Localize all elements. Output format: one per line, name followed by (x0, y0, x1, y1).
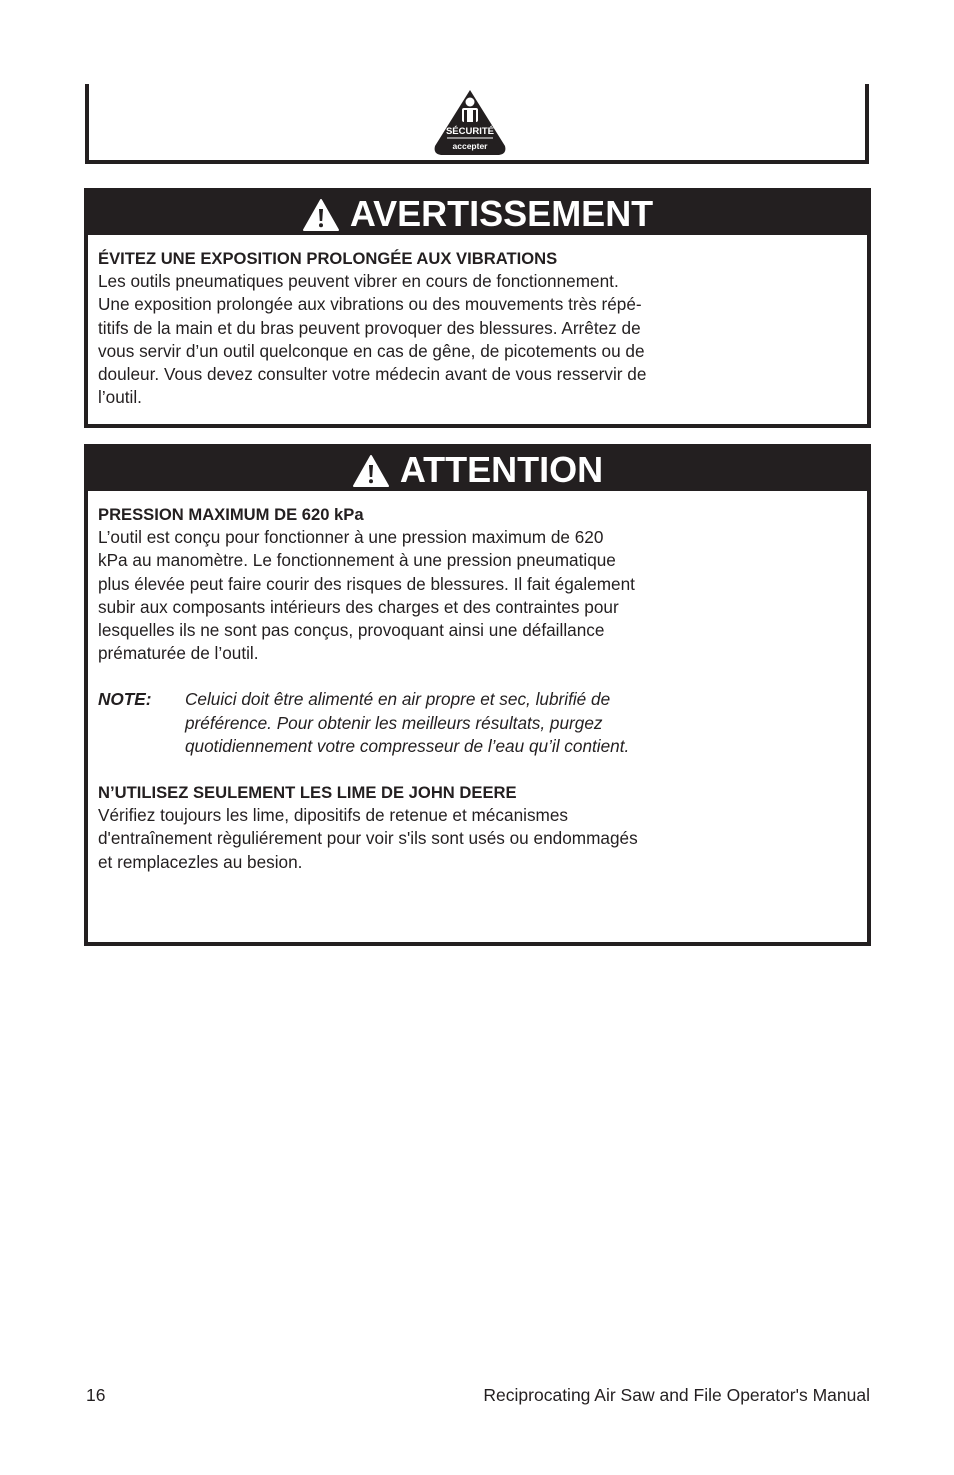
warning-triangle-icon (302, 198, 340, 232)
warning-title: AVERTISSEMENT (349, 192, 654, 234)
caution-header (88, 448, 867, 491)
warning-heading: ÉVITEZ UNE EXPOSITION PROLONGÉE AUX VIBRATIONS (98, 249, 558, 268)
manual-title: Reciprocating Air Saw and File Operator's Manual (483, 1385, 870, 1405)
warning-panel (84, 188, 871, 428)
caution-title: ATTENTION (399, 448, 604, 490)
warning-header (88, 192, 867, 235)
safety-logo-label: SÉCURITÉ (445, 126, 495, 137)
safety-logo-sub: accepter (452, 141, 488, 151)
files-heading: N’UTILISEZ SEULEMENT LES LIME DE JOHN DEERE (98, 783, 517, 803)
note-label: NOTE: (98, 689, 152, 710)
safety-accept-logo-icon (431, 88, 509, 158)
warning-text: Les outils pneumatiques peuvent vibrer en cours de fonctionnement. Une exposition prolongée aux vibrations ou des mouvements très répé- titifs de la main et du bras peuvent provoquer des blessures. Arrêtez de vous servir d’un outil quelconque en cas de gêne, de picotements ou de douleur. Vous devez consulter votre médecin avant de vous resservir de l’outil. (98, 271, 647, 408)
caution-body (88, 491, 867, 874)
caution-panel (84, 444, 871, 946)
files-text: Vérifiez toujours les lime, dipositifs de retenue et mécanismes d'entraînement règuliérement pour voir s'ils sont usés ou endommagés et remplacezles au besion. (98, 805, 638, 872)
warning-triangle-icon (352, 454, 390, 488)
pressure-text: L’outil est conçu pour fonctionner à une pression maximum de 620 kPa au manomètre. Le fonctionnement à une pression pneumatique plus élevée peut faire courir des risques de blessures. Il fait également subir aux composants intérieurs des charges et des contraintes pour lesquelles ils ne sont pas conçus, provoquant ainsi une défaillance prématurée de l’outil. (98, 527, 635, 664)
pressure-heading: PRESSION MAXIMUM DE 620 kPa (98, 505, 364, 524)
note-text: Celuici doit être alimenté en air propre et sec, lubrifié de préférence. Pour obtenir les meilleurs résultats, purgez quotidiennement votre compresseur de l’eau qu’il contient. (185, 689, 630, 756)
page-number: 16 (86, 1385, 106, 1405)
note-block (98, 688, 857, 758)
warning-body (88, 235, 867, 409)
